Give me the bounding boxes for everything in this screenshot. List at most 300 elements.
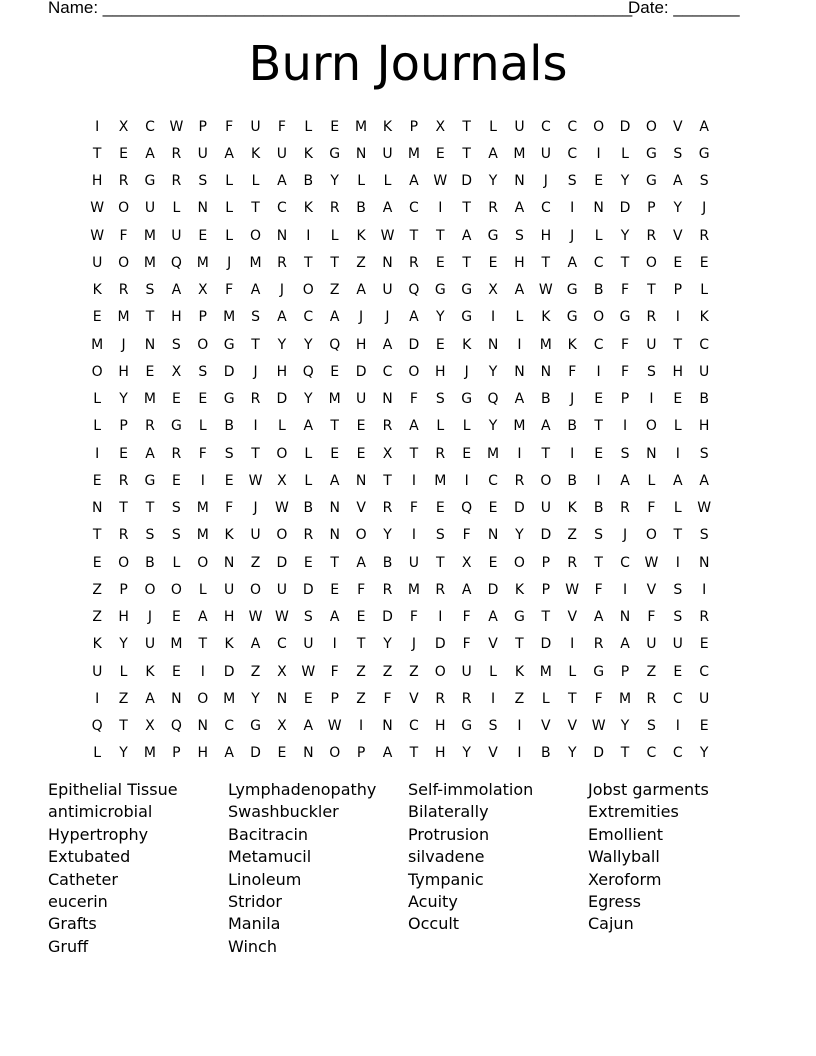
grid-letter: S bbox=[567, 173, 577, 190]
grid-letter: J bbox=[121, 336, 126, 353]
grid-letter: C bbox=[145, 118, 155, 135]
grid-letter: E bbox=[171, 663, 181, 680]
grid-letter: E bbox=[330, 118, 340, 135]
grid-letter: E bbox=[198, 391, 208, 408]
grid-letter: M bbox=[196, 254, 209, 271]
grid-letter: P bbox=[330, 690, 339, 707]
grid-letter: W bbox=[248, 609, 263, 626]
grid-letter: T bbox=[409, 445, 419, 462]
grid-letter: M bbox=[196, 500, 209, 517]
grid-letter: H bbox=[540, 227, 552, 244]
grid-letter: T bbox=[541, 445, 551, 462]
grid-letter: Z bbox=[356, 663, 366, 680]
grid-letter: U bbox=[303, 636, 314, 653]
grid-letter: L bbox=[198, 581, 207, 598]
grid-letter: W bbox=[327, 718, 342, 735]
grid-letter: I bbox=[649, 391, 654, 408]
grid-letter: R bbox=[118, 282, 129, 299]
grid-letter: S bbox=[145, 527, 155, 544]
grid-letter: F bbox=[409, 500, 418, 517]
grid-letter: K bbox=[514, 581, 525, 598]
grid-letter: G bbox=[461, 309, 473, 326]
grid-letter: B bbox=[303, 173, 314, 190]
grid-letter: E bbox=[356, 609, 366, 626]
grid-letter: I bbox=[675, 718, 680, 735]
grid-letter: G bbox=[487, 227, 499, 244]
grid-letter: B bbox=[145, 554, 155, 571]
grid-letter: R bbox=[646, 227, 657, 244]
grid-letter: S bbox=[303, 609, 313, 626]
grid-row bbox=[84, 467, 744, 494]
grid-letter: T bbox=[673, 527, 683, 544]
grid-letter: O bbox=[645, 254, 657, 271]
grid-letter: D bbox=[487, 581, 499, 598]
grid-letter: L bbox=[198, 418, 207, 435]
grid-letter: G bbox=[461, 282, 473, 299]
grid-letter: Y bbox=[277, 336, 287, 353]
grid-letter: J bbox=[253, 500, 258, 517]
grid-letter: H bbox=[435, 718, 446, 735]
grid-letter: E bbox=[277, 745, 287, 762]
grid-letter: N bbox=[223, 554, 235, 571]
grid-letter: E bbox=[673, 663, 683, 680]
grid-letter: N bbox=[355, 472, 367, 489]
grid-letter: R bbox=[593, 636, 604, 653]
grid-letter: O bbox=[355, 527, 367, 544]
grid-letter: O bbox=[144, 581, 156, 598]
grid-letter: O bbox=[170, 581, 182, 598]
grid-letter: X bbox=[382, 445, 393, 462]
grid-letter: S bbox=[673, 145, 683, 162]
grid-letter: V bbox=[356, 500, 366, 517]
grid-letter: V bbox=[673, 227, 683, 244]
word-column bbox=[408, 779, 588, 958]
grid-letter: P bbox=[620, 391, 630, 408]
page-title: Burn Journals bbox=[248, 36, 568, 92]
grid-letter: M bbox=[223, 309, 236, 326]
grid-letter: Y bbox=[488, 363, 498, 380]
grid-letter: I bbox=[490, 690, 496, 707]
grid-row bbox=[84, 249, 744, 276]
grid-letter: O bbox=[197, 554, 209, 571]
grid-letter: L bbox=[383, 173, 392, 190]
grid-letter: E bbox=[594, 445, 604, 462]
grid-letter: Y bbox=[119, 391, 128, 408]
grid-letter: Q bbox=[461, 500, 473, 517]
grid-letter: F bbox=[383, 690, 392, 707]
grid-letter: F bbox=[357, 581, 366, 598]
grid-letter: Y bbox=[462, 745, 471, 762]
grid-letter: E bbox=[699, 636, 709, 653]
grid-letter: F bbox=[330, 663, 339, 680]
grid-letter: R bbox=[699, 227, 710, 244]
grid-letter: T bbox=[304, 254, 313, 271]
grid-letter: A bbox=[277, 309, 287, 326]
grid-letter: O bbox=[513, 554, 525, 571]
grid-letter: Z bbox=[92, 581, 102, 598]
grid-letter: Z bbox=[92, 609, 102, 626]
grid-letter: J bbox=[253, 363, 258, 380]
grid-letter: J bbox=[570, 227, 575, 244]
grid-letter: E bbox=[356, 445, 366, 462]
grid-letter: R bbox=[646, 690, 657, 707]
grid-letter: M bbox=[407, 581, 420, 598]
grid-letter: L bbox=[489, 118, 497, 135]
grid-letter: O bbox=[593, 309, 605, 326]
grid-letter: S bbox=[673, 581, 683, 598]
grid-letter: S bbox=[198, 173, 208, 190]
grid-letter: O bbox=[197, 336, 209, 353]
grid-letter: R bbox=[171, 145, 182, 162]
grid-letter: P bbox=[409, 118, 419, 135]
grid-letter: D bbox=[514, 500, 525, 517]
grid-letter: Y bbox=[119, 745, 128, 762]
grid-letter: P bbox=[620, 663, 630, 680]
grid-letter: H bbox=[171, 309, 182, 326]
grid-letter: P bbox=[119, 581, 128, 598]
grid-letter: K bbox=[382, 118, 393, 135]
grid-row bbox=[84, 168, 744, 195]
grid-letter: O bbox=[540, 472, 552, 489]
grid-letter: T bbox=[462, 200, 471, 217]
grid-letter: H bbox=[514, 254, 525, 271]
grid-letter: H bbox=[197, 745, 209, 762]
grid-letter: W bbox=[644, 554, 659, 571]
grid-letter: T bbox=[647, 282, 656, 299]
grid-letter: T bbox=[92, 527, 102, 544]
grid-letter: U bbox=[92, 663, 103, 680]
grid-letter: K bbox=[92, 636, 102, 653]
grid-letter: V bbox=[567, 718, 578, 735]
grid-letter: M bbox=[143, 227, 157, 244]
grid-letter: G bbox=[698, 145, 710, 162]
grid-letter: C bbox=[277, 200, 287, 217]
grid-letter: L bbox=[621, 145, 629, 162]
grid-letter: A bbox=[514, 391, 525, 408]
grid-letter: J bbox=[385, 309, 390, 326]
grid-letter: K bbox=[541, 309, 551, 326]
grid-letter: S bbox=[198, 363, 208, 380]
grid-letter: Y bbox=[699, 745, 709, 762]
grid-letter: B bbox=[382, 554, 393, 571]
grid-letter: B bbox=[541, 391, 551, 408]
grid-letter: N bbox=[382, 254, 393, 271]
grid-letter: I bbox=[332, 636, 337, 653]
grid-letter: J bbox=[543, 173, 548, 190]
word-list bbox=[48, 779, 788, 958]
grid-letter: Z bbox=[567, 527, 578, 544]
word-list-item: Jobst garments bbox=[588, 780, 709, 799]
grid-letter: W bbox=[275, 500, 289, 517]
grid-letter: U bbox=[514, 118, 525, 135]
grid-letter: M bbox=[143, 254, 157, 271]
grid-letter: N bbox=[355, 145, 367, 162]
grid-letter: O bbox=[276, 527, 288, 544]
grid-letter: M bbox=[513, 418, 526, 435]
grid-letter: V bbox=[567, 609, 578, 626]
grid-letter: V bbox=[673, 118, 683, 135]
grid-letter: S bbox=[515, 227, 524, 244]
grid-letter: O bbox=[645, 118, 657, 135]
grid-letter: I bbox=[570, 636, 575, 653]
grid-letter: H bbox=[118, 609, 129, 626]
grid-letter: R bbox=[118, 173, 129, 190]
grid-letter: I bbox=[517, 445, 522, 462]
grid-letter: Y bbox=[488, 418, 498, 435]
word-list-item: Epithelial Tissue bbox=[48, 780, 178, 799]
grid-letter: E bbox=[171, 391, 181, 408]
grid-letter: A bbox=[329, 609, 340, 626]
grid-letter: L bbox=[304, 472, 313, 489]
grid-letter: R bbox=[488, 200, 498, 217]
grid-letter: U bbox=[646, 336, 657, 353]
grid-letter: B bbox=[593, 500, 604, 517]
grid-letter: Y bbox=[383, 527, 392, 544]
grid-letter: H bbox=[223, 609, 235, 626]
grid-letter: U bbox=[171, 227, 182, 244]
grid-letter: J bbox=[702, 200, 707, 217]
grid-letter: M bbox=[434, 472, 447, 489]
grid-letter: S bbox=[699, 527, 709, 544]
word-list-item: Cajun bbox=[588, 914, 634, 934]
grid-letter: I bbox=[95, 118, 100, 135]
grid-letter: E bbox=[594, 391, 604, 408]
grid-letter: V bbox=[646, 581, 657, 598]
grid-letter: S bbox=[594, 527, 604, 544]
grid-letter: E bbox=[303, 554, 313, 571]
grid-letter: R bbox=[382, 581, 393, 598]
grid-letter: I bbox=[411, 527, 416, 544]
grid-letter: R bbox=[171, 445, 182, 462]
grid-letter: B bbox=[356, 200, 366, 217]
grid-row bbox=[84, 331, 744, 358]
grid-letter: L bbox=[278, 418, 286, 435]
grid-letter: G bbox=[593, 663, 605, 680]
grid-letter: T bbox=[251, 336, 260, 353]
grid-letter: Z bbox=[250, 554, 261, 571]
grid-letter: M bbox=[328, 391, 341, 408]
grid-letter: A bbox=[171, 282, 182, 299]
grid-letter: E bbox=[594, 173, 604, 190]
grid-row bbox=[84, 413, 744, 440]
grid-letter: V bbox=[541, 718, 551, 735]
grid-letter: U bbox=[540, 500, 551, 517]
grid-row bbox=[84, 495, 744, 522]
grid-letter: S bbox=[435, 527, 445, 544]
grid-letter: Y bbox=[304, 336, 313, 353]
grid-letter: T bbox=[620, 745, 630, 762]
grid-letter: S bbox=[699, 445, 709, 462]
grid-letter: A bbox=[409, 173, 419, 190]
grid-row bbox=[84, 549, 744, 576]
grid-letter: M bbox=[196, 527, 209, 544]
grid-letter: R bbox=[567, 554, 578, 571]
grid-letter: R bbox=[382, 418, 393, 435]
grid-letter: T bbox=[356, 636, 366, 653]
grid-letter: E bbox=[435, 254, 445, 271]
grid-letter: R bbox=[118, 527, 129, 544]
grid-letter: U bbox=[250, 527, 261, 544]
grid-letter: L bbox=[225, 173, 234, 190]
grid-letter: K bbox=[145, 663, 155, 680]
grid-letter: E bbox=[145, 363, 155, 380]
grid-row bbox=[84, 604, 744, 631]
grid-letter: R bbox=[620, 500, 630, 517]
grid-letter: I bbox=[675, 309, 680, 326]
grid-letter: D bbox=[250, 745, 261, 762]
grid-letter: C bbox=[540, 200, 551, 217]
word-list-item: Wallyball bbox=[588, 847, 660, 867]
grid-letter: L bbox=[225, 227, 234, 244]
grid-letter: M bbox=[355, 118, 368, 135]
grid-letter: A bbox=[329, 309, 340, 326]
grid-letter: A bbox=[593, 609, 604, 626]
grid-letter: H bbox=[91, 173, 103, 190]
grid-letter: M bbox=[539, 663, 552, 680]
grid-letter: O bbox=[329, 745, 341, 762]
word-list-item: Catheter bbox=[48, 869, 118, 889]
word-column bbox=[48, 779, 228, 958]
grid-letter: Q bbox=[91, 718, 103, 735]
grid-letter: E bbox=[92, 309, 102, 326]
word-list-item: Swashbuckler bbox=[228, 802, 339, 822]
grid-letter: O bbox=[118, 200, 130, 217]
grid-letter: X bbox=[461, 554, 472, 571]
grid-letter: R bbox=[514, 472, 525, 489]
grid-letter: Z bbox=[382, 663, 393, 680]
grid-letter: U bbox=[144, 636, 156, 653]
word-list-item: Gruff bbox=[48, 936, 89, 956]
grid-letter: K bbox=[303, 145, 313, 162]
grid-letter: S bbox=[673, 609, 683, 626]
grid-letter: K bbox=[224, 527, 234, 544]
grid-letter: Z bbox=[329, 282, 340, 299]
grid-letter: S bbox=[488, 718, 498, 735]
grid-letter: M bbox=[170, 636, 183, 653]
grid-letter: R bbox=[277, 254, 287, 271]
grid-letter: G bbox=[619, 309, 631, 326]
word-list-item: Stridor bbox=[228, 892, 282, 912]
grid-letter: A bbox=[145, 690, 155, 707]
grid-letter: C bbox=[620, 554, 630, 571]
grid-letter: R bbox=[303, 527, 314, 544]
grid-letter: W bbox=[697, 500, 712, 517]
grid-letter: B bbox=[567, 418, 578, 435]
grid-letter: C bbox=[408, 718, 419, 735]
grid-letter: M bbox=[143, 391, 157, 408]
grid-letter: L bbox=[357, 173, 365, 190]
grid-letter: O bbox=[118, 554, 130, 571]
grid-letter: P bbox=[119, 418, 128, 435]
grid-letter: N bbox=[698, 554, 710, 571]
grid-letter: X bbox=[118, 118, 129, 135]
grid-letter: T bbox=[330, 418, 339, 435]
word-list-item: Acuity bbox=[408, 892, 458, 912]
grid-letter: P bbox=[541, 581, 551, 598]
grid-letter: F bbox=[594, 581, 603, 598]
grid-letter: R bbox=[329, 200, 340, 217]
grid-letter: K bbox=[567, 500, 577, 517]
grid-letter: Q bbox=[487, 391, 499, 408]
grid-letter: I bbox=[359, 718, 364, 735]
grid-letter: F bbox=[198, 445, 207, 462]
grid-letter: T bbox=[541, 609, 551, 626]
grid-letter: I bbox=[622, 581, 628, 598]
grid-letter: M bbox=[249, 254, 262, 271]
grid-letter: Q bbox=[170, 718, 182, 735]
grid-letter: C bbox=[540, 118, 551, 135]
grid-letter: T bbox=[567, 690, 577, 707]
grid-letter: C bbox=[672, 690, 683, 707]
grid-letter: J bbox=[147, 609, 153, 626]
grid-letter: L bbox=[93, 418, 102, 435]
grid-letter: D bbox=[619, 200, 631, 217]
grid-letter: A bbox=[224, 145, 234, 162]
grid-letter: I bbox=[253, 418, 258, 435]
grid-letter: X bbox=[435, 118, 446, 135]
grid-letter: F bbox=[409, 391, 418, 408]
grid-letter: Y bbox=[251, 690, 260, 707]
grid-letter: A bbox=[303, 418, 314, 435]
grid-letter: F bbox=[568, 363, 577, 380]
word-list-item: Tympanic bbox=[408, 869, 484, 889]
grid-row bbox=[84, 386, 744, 413]
grid-letter: S bbox=[435, 391, 445, 408]
grid-letter: D bbox=[619, 118, 631, 135]
grid-letter: N bbox=[329, 527, 340, 544]
grid-letter: L bbox=[489, 663, 497, 680]
grid-row bbox=[84, 358, 744, 385]
letter-grid bbox=[84, 113, 744, 767]
grid-letter: I bbox=[570, 445, 575, 462]
grid-letter: A bbox=[541, 418, 551, 435]
grid-letter: U bbox=[672, 636, 683, 653]
word-list-item: Manila bbox=[228, 914, 281, 934]
grid-letter: U bbox=[92, 254, 103, 271]
grid-letter: E bbox=[673, 391, 683, 408]
grid-letter: S bbox=[171, 336, 181, 353]
grid-letter: M bbox=[513, 145, 526, 162]
grid-letter: S bbox=[224, 445, 234, 462]
grid-letter: G bbox=[329, 145, 341, 162]
grid-letter: D bbox=[355, 363, 367, 380]
grid-letter: C bbox=[224, 718, 235, 735]
grid-letter: Y bbox=[330, 173, 339, 190]
grid-letter: B bbox=[224, 418, 234, 435]
grid-letter: M bbox=[618, 690, 632, 707]
grid-letter: N bbox=[619, 609, 631, 626]
grid-letter: I bbox=[596, 472, 601, 489]
grid-letter: A bbox=[620, 636, 630, 653]
grid-letter: O bbox=[276, 445, 288, 462]
grid-letter: I bbox=[517, 336, 522, 353]
grid-letter: B bbox=[699, 391, 709, 408]
grid-letter: D bbox=[302, 581, 314, 598]
grid-letter: U bbox=[646, 636, 657, 653]
grid-letter: M bbox=[487, 445, 500, 462]
grid-letter: M bbox=[91, 336, 104, 353]
grid-letter: N bbox=[329, 500, 340, 517]
grid-letter: U bbox=[250, 118, 261, 135]
grid-letter: O bbox=[197, 690, 209, 707]
grid-letter: J bbox=[279, 282, 284, 299]
grid-letter: Z bbox=[514, 690, 525, 707]
grid-letter: G bbox=[250, 718, 261, 735]
grid-letter: C bbox=[593, 336, 604, 353]
grid-letter: L bbox=[251, 173, 260, 190]
grid-letter: H bbox=[435, 745, 446, 762]
grid-letter: K bbox=[250, 145, 261, 162]
